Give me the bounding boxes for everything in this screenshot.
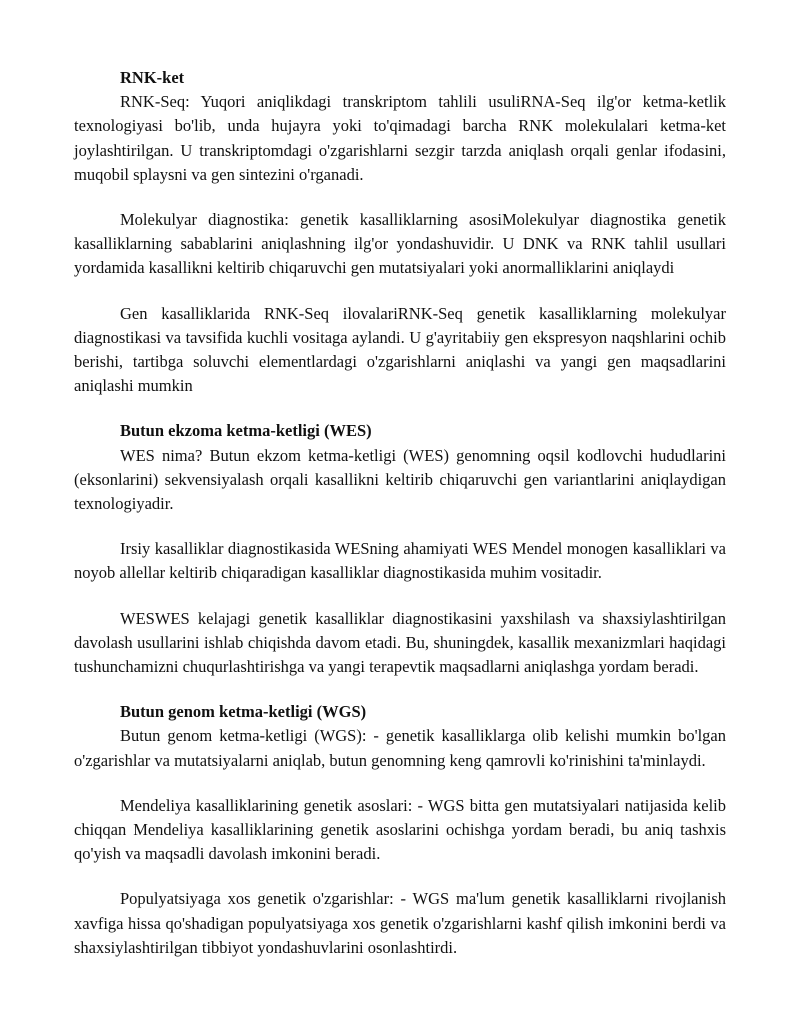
paragraph: Mendeliya kasalliklarining genetik asoslari: - WGS bitta gen mutatsiyalari natijasida kelib chiqqan Mendeliya kasalliklarining genetik asoslarini ochishga yordam beradi, bu aniq tashxis qo'yish va maqsadli davolash imkonini beradi.: [74, 795, 726, 864]
section-heading: Butun ekzoma ketma-ketligi (WES): [120, 421, 372, 441]
paragraph: WESWES kelajagi genetik kasalliklar diagnostikasini yaxshilash va shaxsiylashtirilgan davolash usullarini ishlab chiqishda davom etadi. Bu, shuningdek, kasallik mexanizmlari haqidagi tushunchamizni chuqurlashtirishga va yangi terapevtik maqsadlarni aniqlashga yordam beradi.: [74, 608, 726, 677]
paragraph: Molekulyar diagnostika: genetik kasalliklarning asosiMolekulyar diagnostika genetik kasalliklarning sabablarini aniqlashning ilg'or yondashuvidir. U DNK va RNK tahlil usullari yordamida kasallikni keltirib chiqaruvchi gen mutatsiyalari yoki anormalliklarini aniqlaydi: [74, 210, 726, 278]
paragraph: RNK-Seq: Yuqori aniqlikdagi transkriptom tahlili usuliRNA-Seq ilg'or ketma-ketlik texnologiyasi bo'lib, unda hujayra yoki to'qimadagi barcha RNK molekulalari ketma-ket joylashtirilgan. U transkriptomdagi o'zgarishlarni sezgir tarzda aniqlash orqali genlar ifodasini, muqobil splaysni va gen sintezini o'rganadi.: [74, 92, 726, 184]
section-rnk-ket: [74, 66, 726, 398]
paragraph: WES nima? Butun ekzom ketma-ketligi (WES) genomning oqsil kodlovchi hududlarini (eksonlarini) sekvensiyalash orqali kasallikni keltirib chiqaruvchi gen variantlarini aniqlaydigan texnologiyadir.: [74, 445, 726, 514]
paragraph: Butun genom ketma-ketligi (WGS): - genetik kasalliklarga olib kelishi mumkin bo'lgan o'zgarishlar va mutatsiyalarni aniqlab, butun genomning keng qamrovli ko'rinishini ta'minlaydi.: [74, 726, 726, 770]
paragraph: Populyatsiyaga xos genetik o'zgarishlar: - WGS ma'lum genetik kasalliklarni rivojlanish xavfiga hissa qo'shadigan populyatsiyaga xos genetik o'zgarishlarni kashf qilish imkonini berdi va shaxsiylashtirilgan tibbiyot yondashuvlarini osonlashtirdi.: [74, 889, 726, 957]
section-heading: Butun genom ketma-ketligi (WGS): [120, 702, 367, 722]
paragraph: Irsiy kasalliklar diagnostikasida WESning ahamiyati WES Mendel monogen kasalliklari va noyob allellar keltirib chiqaradigan kasalliklar diagnostikasida muhim vositadir.: [74, 539, 726, 583]
section-wes: [74, 419, 726, 679]
section-wgs: [74, 700, 726, 960]
section-heading: RNK-ket: [120, 68, 185, 87]
paragraph: Gen kasalliklarida RNK-Seq ilovalariRNK-Seq genetik kasalliklarning molekulyar diagnostikasi va tavsifida kuchli vositaga aylandi. U g'ayritabiiy gen ekspresyon naqshlarini ochib berishi, tartibga soluvchi elementlardagi o'zgarishlarni aniqlashi va yangi gen maqsadlarini aniqlashi mumkin: [74, 303, 726, 396]
